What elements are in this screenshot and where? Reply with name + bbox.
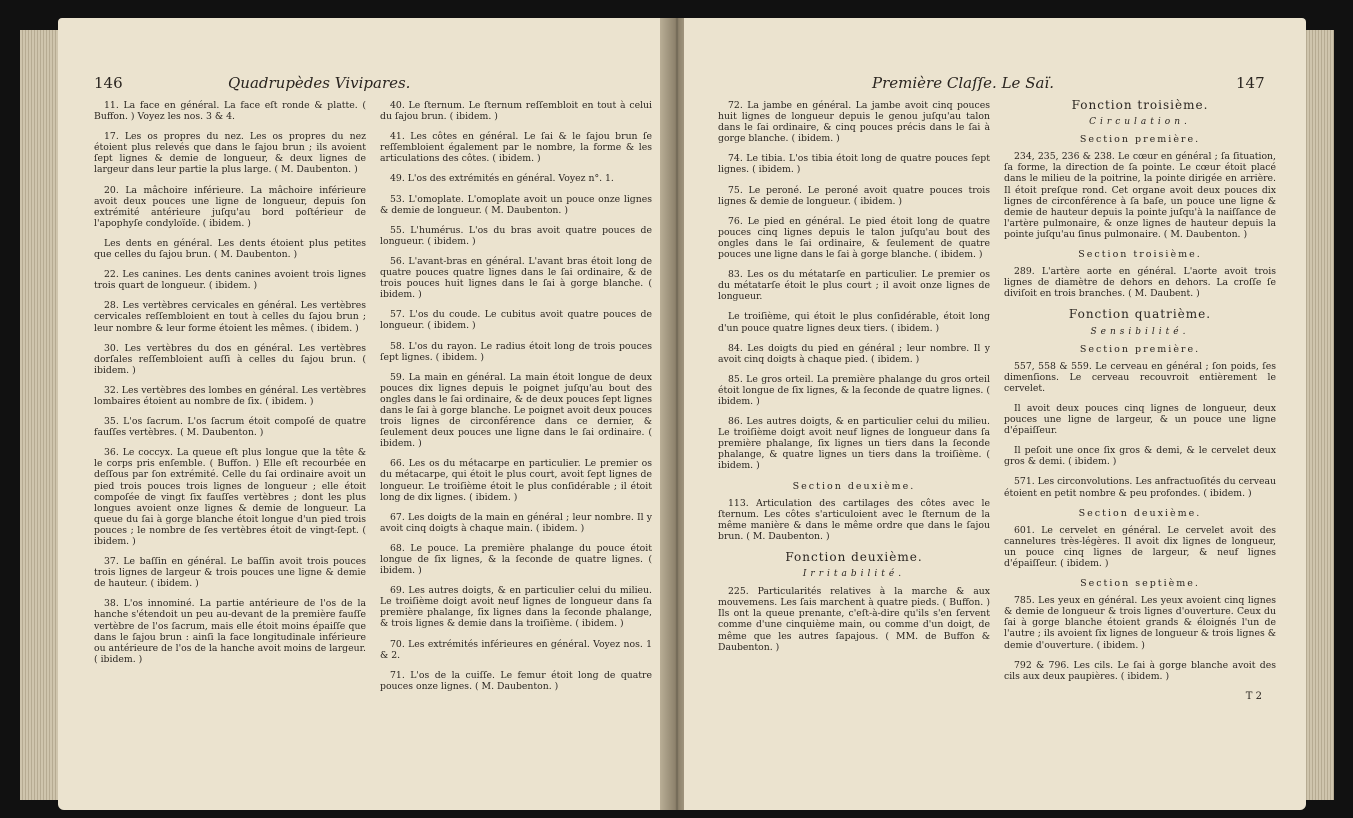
paragraph: 41. Les côtes en général. Le ſai & le ſajou brun ſe reſſembloient également par le nombre, la forme & les articulations des côtes. ( ibidem. ): [380, 131, 652, 165]
paragraph: 55. L'humérus. L'os du bras avoit quatre pouces de longueur. ( ibidem. ): [380, 224, 652, 247]
left-column-2: [380, 100, 652, 701]
left-column-1: [94, 100, 366, 674]
paragraph: 36. Le coccyx. La queue eſt plus longue que la tête & le corps pris enſemble. ( Buffon. ) Elle eſt recourbée en deſſous par ſon extrémité. Celle du ſai ordinaire avoit un pied trois pouces trois lignes de longueur ; elle étoit compoſée de vingt ſix fauſſes vertèbres ; dont les plus longues avoient onze lignes & demie de longueur. La queue du ſai à gorge blanche étoit longue d'un pied trois pouces ; le nombre de ſes vertèbres étoit de vingt-ſept. ( ibidem. ): [94, 447, 366, 547]
subheading: Irritabilité.: [802, 569, 906, 580]
paragraph: 17. Les os propres du nez. Les os propres du nez étoient plus relevés que dans le ſajou brun ; ils avoient ſept lignes & demie de longueur, & deux lignes de largeur dans leur partie la plus large. ( M. Daubenton. ): [94, 131, 366, 176]
paragraph: 66. Les os du métacarpe en particulier. Le premier os du métacarpe, qui étoit le plus court, avoit ſept lignes de longueur. Le troiſième étoit le plus conſidérable ; il étoit long de dix lignes. ( ibidem. ): [380, 458, 652, 503]
paragraph: 56. L'avant-bras en général. L'avant bras étoit long de quatre pouces quatre lignes dans le ſai ordinaire, & de trois pouces huit lignes dans le ſai à gorge blanche. ( ibidem. ): [380, 255, 652, 301]
page-number-left: 146: [94, 74, 123, 92]
paragraph: 49. L'os des extrémités en général. Voyez n°. 1.: [390, 173, 614, 185]
paragraph: 35. L'os ſacrum. L'os ſacrum étoit compoſé de quatre fauſſes vertèbres. ( M. Daubenton. ): [94, 416, 366, 439]
function-heading: Fonction quatrième.: [1068, 307, 1212, 322]
function-heading: Fonction troisième.: [1071, 98, 1209, 112]
running-head-right: Première Claſſe. Le Saï.: [872, 74, 1054, 92]
paragraph: 785. Les yeux en général. Les yeux avoient cinq lignes & demie de longueur & trois lignes d'ouverture. Ceux du ſai à gorge blanche étoient grands & éloignés l'un de l'autre ; ils avoient ſix lignes de longueur & trois lignes & demie d'ouverture. ( ibidem. ): [1004, 595, 1276, 651]
paragraph: 38. L'os innominé. La partie antérieure de l'os de la hanche s'étendoit un peu au-devant de la première fauſſe vertèbre de l'os ſacrum, mais elle étoit moins épaiſſe que dans le ſajou brun : ainſi la face longitudinale inférieure ou antérieure de l'os de la hanche avoit moins de largeur. ( ibidem. ): [94, 598, 366, 665]
signature-mark: T 2: [1245, 690, 1262, 702]
paragraph: 57. L'os du coude. Le cubitus avoit quatre pouces de longueur. ( ibidem. ): [380, 309, 652, 332]
paragraph: Les dents en général. Les dents étoient plus petites que celles du ſajou brun. ( M. Daubenton. ): [94, 237, 366, 261]
paragraph: 601. Le cervelet en général. Le cervelet avoit des cannelures très-légères. Il avoit dix lignes de longueur, un pouce cinq lignes de largeur, & neuf lignes d'épaiſſeur. ( ibidem. ): [1004, 524, 1276, 569]
section-heading: Section deuxième.: [792, 480, 916, 492]
paragraph: 69. Les autres doigts, & en particulier celui du milieu. Le troiſième doigt avoit neuf lignes de longueur dans ſa première phalange, ſix lignes dans la ſeconde phalange, & trois lignes & demie dans la troiſième. ( ibidem. ): [380, 585, 652, 630]
section-heading: Section deuxième.: [1078, 507, 1202, 519]
paragraph: Le troiſième, qui étoit le plus conſidérable, étoit long d'un pouce quatre lignes deux tiers. ( ibidem. ): [718, 311, 990, 334]
section-heading: Section première.: [1079, 134, 1201, 146]
paragraph: 11. La face en général. La face eſt ronde & platte. ( Buffon. ) Voyez les nos. 3 & 4.: [94, 100, 366, 123]
paragraph: 67. Les doigts de la main en général ; leur nombre. Il y avoit cinq doigts à chaque main. ( ibidem. ): [380, 511, 652, 534]
paragraph: 113. Articulation des cartilages des côtes avec le ſternum. Les côtes s'articuloient avec le ſternum de la même manière & dans le même ordre que dans le ſajou brun. ( M. Daubenton. ): [718, 497, 990, 542]
paragraph: 75. Le peroné. Le peroné avoit quatre pouces trois lignes & demie de longueur. ( ibidem. ): [718, 184, 990, 207]
paragraph: 85. Le gros orteil. La première phalange du gros orteil étoit longue de ſix lignes, & la ſeconde de quatre lignes. ( ibidem. ): [718, 373, 990, 407]
subheading: Circulation.: [1089, 117, 1191, 128]
section-heading: Section troisième.: [1078, 249, 1202, 261]
paragraph: 76. Le pied en général. Le pied étoit long de quatre pouces cinq lignes depuis le talon juſqu'au bout des ongles dans le ſai ordinaire, & ſeulement de quatre pouces une ligne dans le ſai à gorge blanche. ( ibidem. ): [718, 215, 990, 261]
paragraph: 40. Le ſternum. Le ſternum reſſembloit en tout à celui du ſajou brun. ( ibidem. ): [380, 100, 652, 123]
right-column-1: [718, 100, 990, 662]
paragraph: 86. Les autres doigts, & en particulier celui du milieu. Le troiſième doigt avoit neuf lignes de longueur dans ſa première phalange, ſix lignes un tiers dans la ſeconde phalange, & quatre lignes un tiers dans la troiſième. ( ibidem. ): [718, 416, 990, 472]
paragraph: 20. La mâchoire inférieure. La mâchoire inférieure avoit deux pouces une ligne de longueur, depuis ſon extrémité antérieure juſqu'au bord poſtérieur de l'apophyſe condyloïde. ( ibidem. ): [94, 184, 366, 229]
left-page-edges: [20, 30, 60, 800]
right-page: [684, 18, 1306, 810]
paragraph: 59. La main en général. La main étoit longue de deux pouces dix lignes depuis le poignet juſqu'au bout des ongles dans le ſai ordinaire, & de deux pouces ſept lignes dans le ſai à gorge blanche. Le poignet avoit deux pouces trois lignes de circonférence dans ce dernier, & ſeulement deux pouces une ligne dans le ſai ordinaire. ( ibidem. ): [380, 371, 652, 450]
page-number-right: 147: [1236, 74, 1265, 92]
paragraph: 84. Les doigts du pied en général ; leur nombre. Il y avoit cinq doigts à chaque pied. ( ibidem. ): [718, 342, 990, 365]
paragraph: 53. L'omoplate. L'omoplate avoit un pouce onze lignes & demie de longueur. ( M. Daubenton. ): [380, 193, 652, 216]
paragraph: 234, 235, 236 & 238. Le cœur en général ; ſa ſituation, ſa forme, la direction de ſa pointe. Le cœur étoit placé dans le milieu de la poitrine, la pointe dirigée en arrière. Il étoit preſque rond. Cet organe avoit deux pouces dix lignes de circonférence à ſa baſe, un pouce une ligne & demie de hauteur depuis la pointe juſqu'à la naiſſance de l'artère pulmonaire, & onze lignes de hauteur depuis la pointe juſqu'au ſinus pulmonaire. ( M. Daubenton. ): [1004, 151, 1276, 240]
paragraph: 225. Particularités relatives à la marche & aux mouvemens. Les ſais marchent à quatre pieds. ( Buffon. ) Ils ont la queue prenante, c'eſt-à-dire qu'ils s'en ſervent comme d'une cinquième main, ou comme d'un doigt, de même que les autres ſapajous. ( MM. de Buffon & Daubenton. ): [718, 586, 990, 653]
section-heading: Section septième.: [1080, 578, 1200, 590]
paragraph: 32. Les vertèbres des lombes en général. Les vertèbres lombaires étoient au nombre de ſix. ( ibidem. ): [94, 384, 366, 407]
function-heading: Fonction deuxième.: [785, 550, 923, 564]
right-page-edges: [1304, 30, 1334, 800]
right-column-2: [1004, 100, 1276, 702]
paragraph: 74. Le tibia. L'os tibia étoit long de quatre pouces ſept lignes. ( ibidem. ): [718, 153, 990, 176]
paragraph: Il peſoit une once ſix gros & demi, & le cervelet deux gros & demi. ( ibidem. ): [1004, 445, 1276, 468]
running-head-left: Quadrupèdes Vivipares.: [228, 74, 411, 92]
paragraph: 71. L'os de la cuiſſe. Le femur étoit long de quatre pouces onze lignes. ( M. Daubenton. ): [380, 669, 652, 692]
paragraph: 58. L'os du rayon. Le radius étoit long de trois pouces ſept lignes. ( ibidem. ): [380, 340, 652, 363]
paragraph: 30. Les vertèbres du dos en général. Les vertèbres dorſales reſſembloient auſſi à celles du ſajou brun. ( ibidem. ): [94, 342, 366, 376]
paragraph: 70. Les extrémités inférieures en général. Voyez nos. 1 & 2.: [380, 638, 652, 661]
paragraph: Il avoit deux pouces cinq lignes de longueur, deux pouces une ligne de largeur, & un pouce une ligne d'épaiſſeur.: [1004, 402, 1276, 437]
paragraph: 28. Les vertèbres cervicales en général. Les vertèbres cervicales reſſembloient en tout à celles du ſajou brun ; leur nombre & leur forme étoient les mêmes. ( ibidem. ): [94, 300, 366, 334]
left-page: [58, 18, 670, 810]
paragraph: 68. Le pouce. La première phalange du pouce étoit longue de ſix lignes, & la ſeconde de quatre lignes. ( ibidem. ): [380, 542, 652, 577]
paragraph: 289. L'artère aorte en général. L'aorte avoit trois lignes de diamètre de dehors en dehors. La croſſe ſe diviſoit en trois branches. ( M. Daubent. ): [1004, 266, 1276, 300]
paragraph: 792 & 796. Les cils. Le ſai à gorge blanche avoit des cils aux deux paupières. ( ibidem. ): [1004, 659, 1276, 682]
paragraph: 72. La jambe en général. La jambe avoit cinq pouces huit lignes de longueur depuis le genou juſqu'au talon dans le ſai ordinaire, & cinq pouces précis dans le ſai à gorge blanche. ( ibidem. ): [718, 100, 990, 145]
paragraph: 571. Les circonvolutions. Les anfractuoſités du cerveau étoient en petit nombre & peu profondes. ( ibidem. ): [1004, 476, 1276, 499]
paragraph: 557, 558 & 559. Le cerveau en général ; ſon poids, ſes dimenſions. Le cerveau recouvroit entièrement le cervelet.: [1004, 360, 1276, 394]
section-heading: Section première.: [1079, 343, 1201, 355]
paragraph: 83. Les os du métatarſe en particulier. Le premier os du métatarſe étoit le plus court ; il avoit onze lignes de longueur.: [718, 269, 990, 303]
paragraph: 22. Les canines. Les dents canines avoient trois lignes trois quart de longueur. ( ibidem. ): [94, 269, 366, 292]
subheading: Sensibilité.: [1090, 326, 1190, 337]
paragraph: 37. Le baſſin en général. Le baſſin avoit trois pouces trois lignes de largeur & trois pouces une ligne & demie de hauteur. ( ibidem. ): [94, 556, 366, 590]
